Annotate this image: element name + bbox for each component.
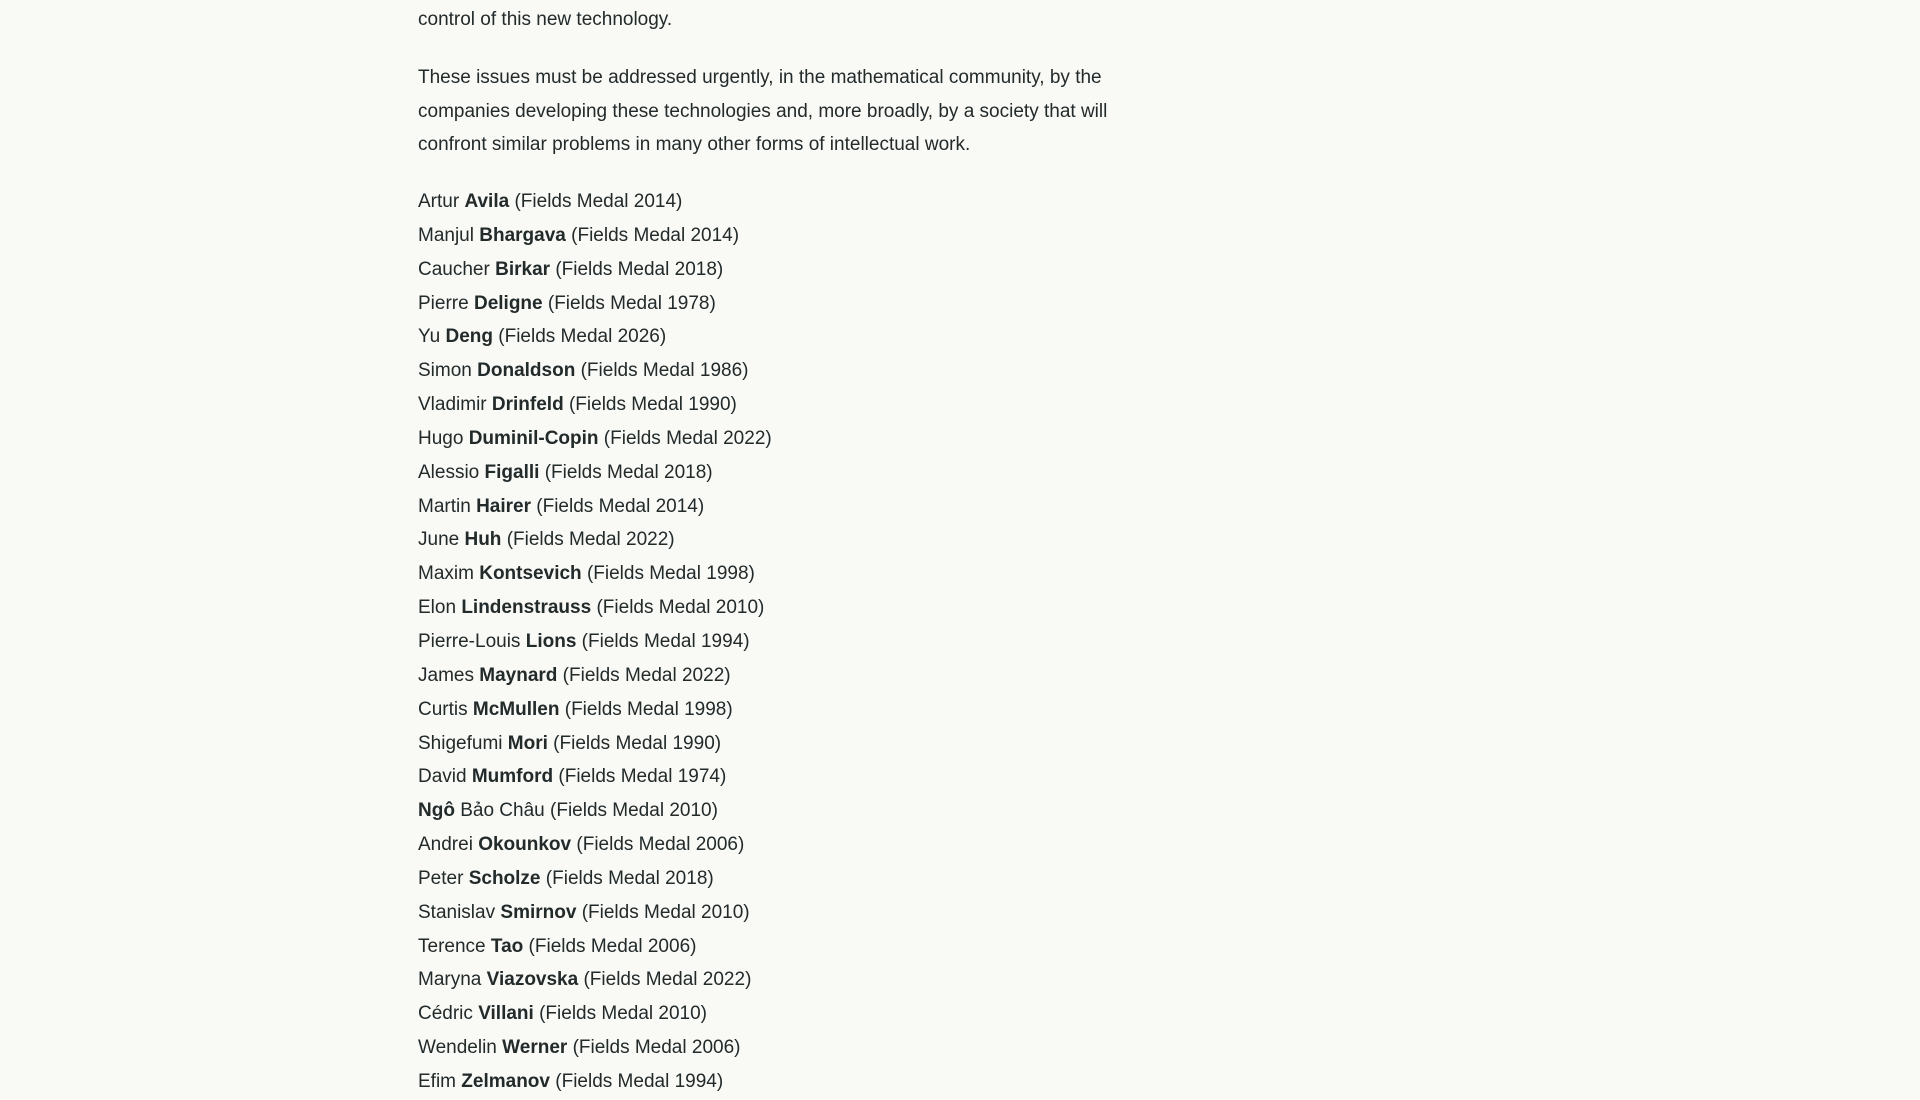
- signatory-medal: (Fields Medal 2014): [536, 495, 705, 517]
- signatory-medal: (Fields Medal 1978): [547, 292, 716, 314]
- signatory-last-name: Birkar: [495, 258, 551, 280]
- signatory-medal: (Fields Medal 1998): [586, 563, 755, 585]
- signatory-item: [418, 659, 772, 693]
- signatory-item: [418, 490, 772, 524]
- signatory-item: [418, 422, 772, 456]
- signatory-first-name: Elon: [418, 597, 457, 619]
- signatory-last-name: Maynard: [479, 664, 558, 686]
- signatory-item: [418, 219, 772, 253]
- signatory-last-name: Lions: [525, 630, 577, 652]
- signatory-medal: (Fields Medal 1994): [581, 630, 750, 652]
- signatory-medal: (Fields Medal 2022): [603, 427, 772, 449]
- signatory-medal: (Fields Medal 2026): [498, 326, 667, 348]
- signatory-first-name: Wendelin: [418, 1037, 497, 1059]
- signatory-first-name: Artur: [418, 191, 460, 212]
- previous-paragraph-tail: control of this new technology.: [418, 9, 673, 30]
- signatory-medal: (Fields Medal 2014): [571, 224, 740, 246]
- signatory-medal: Bảo Châu (Fields Medal 2010): [460, 800, 718, 822]
- signatory-medal: (Fields Medal 1990): [553, 732, 722, 754]
- signatory-last-name: Werner: [502, 1037, 568, 1059]
- signatory-item: [418, 896, 772, 930]
- signatory-item: [418, 1031, 772, 1065]
- signatory-first-name: Maryna: [418, 969, 482, 991]
- signatory-first-name: Peter: [418, 867, 464, 889]
- signatory-item: [418, 523, 772, 557]
- signatory-item: [418, 862, 772, 896]
- signatory-medal: (Fields Medal 2018): [544, 461, 713, 483]
- signatory-first-name: Alessio: [418, 461, 480, 483]
- signatory-last-name: Okounkov: [478, 834, 572, 856]
- signatory-item: [418, 388, 772, 422]
- signatory-first-name: Pierre: [418, 292, 469, 314]
- closing-paragraph: These issues must be addressed urgently, in the mathematical community, by the companies developing these technologies and, more broadly, by a society that will confront similar problems in many other forms of intellectual work.: [418, 67, 1108, 156]
- signatory-medal: (Fields Medal 2010): [596, 597, 765, 619]
- signatory-item: [418, 591, 772, 625]
- signatory-last-name: Deng: [445, 326, 493, 348]
- signatory-last-name: Figalli: [484, 461, 540, 483]
- signatory-last-name: Lindenstrauss: [461, 597, 592, 619]
- signatory-last-name: Mori: [507, 732, 548, 754]
- signatory-medal: (Fields Medal 2006): [576, 834, 745, 856]
- signatory-item: [418, 320, 772, 354]
- signatory-last-name: Drinfeld: [491, 394, 564, 416]
- signatory-last-name: Tao: [490, 935, 524, 957]
- signatory-item: [418, 930, 772, 964]
- signatory-medal: (Fields Medal 1994): [555, 1070, 724, 1092]
- signatory-item: [418, 963, 772, 997]
- signatory-item: [418, 1065, 772, 1099]
- signatory-medal: (Fields Medal 1990): [568, 394, 737, 416]
- signatory-item: [418, 287, 772, 321]
- signatory-first-name: Maxim: [418, 563, 474, 585]
- signatory-medal: (Fields Medal 2014): [514, 191, 683, 212]
- signatory-last-name: Deligne: [473, 292, 543, 314]
- signatory-first-name: Hugo: [418, 427, 464, 449]
- signatory-item: [418, 354, 772, 388]
- signatory-first-name: Yu: [418, 326, 441, 348]
- signatory-item: [418, 760, 772, 794]
- signatory-first-name: Curtis: [418, 698, 468, 720]
- signatory-medal: (Fields Medal 1974): [558, 766, 727, 788]
- signatory-last-name: Ngô: [418, 800, 455, 822]
- signatory-item: [418, 625, 772, 659]
- signatory-last-name: Mumford: [471, 766, 554, 788]
- signatory-item: [418, 185, 772, 219]
- signatory-item: [418, 997, 772, 1031]
- signatory-item: [418, 727, 772, 761]
- signatory-last-name: Smirnov: [500, 901, 577, 923]
- signatory-last-name: Donaldson: [477, 360, 576, 382]
- signatory-first-name: Andrei: [418, 834, 473, 856]
- signatory-last-name: Zelmanov: [461, 1070, 550, 1092]
- signatory-medal: (Fields Medal 2010): [539, 1003, 708, 1025]
- signatory-medal: (Fields Medal 1986): [580, 360, 749, 382]
- signatory-medal: (Fields Medal 2022): [562, 664, 731, 686]
- signatory-first-name: Pierre-Louis: [418, 630, 521, 652]
- signatory-first-name: Simon: [418, 360, 472, 382]
- signatory-last-name: Hairer: [476, 495, 531, 517]
- signatory-medal: (Fields Medal 2006): [572, 1037, 741, 1059]
- signatory-first-name: Manjul: [418, 224, 474, 246]
- signatory-last-name: Duminil-Copin: [468, 427, 599, 449]
- signatory-item: [418, 794, 772, 828]
- signatory-medal: (Fields Medal 2022): [506, 529, 675, 551]
- signatory-item: [418, 828, 772, 862]
- signatory-list: [418, 185, 772, 1099]
- signatory-first-name: Vladimir: [418, 394, 487, 416]
- signatory-last-name: Villani: [478, 1003, 534, 1025]
- signatory-first-name: Caucher: [418, 258, 490, 280]
- signatory-last-name: Huh: [464, 529, 502, 551]
- signatory-last-name: Viazovska: [486, 969, 579, 991]
- signatory-first-name: June: [418, 529, 460, 551]
- signatory-first-name: Shigefumi: [418, 732, 503, 754]
- signatory-first-name: Cédric: [418, 1003, 473, 1025]
- signatory-medal: (Fields Medal 2022): [583, 969, 752, 991]
- signatory-first-name: Martin: [418, 495, 471, 517]
- signatory-first-name: Stanislav: [418, 901, 496, 923]
- signatory-item: [418, 557, 772, 591]
- signatory-item: [418, 456, 772, 490]
- signatory-item: [418, 253, 772, 287]
- signatory-first-name: James: [418, 664, 474, 686]
- signatory-last-name: Kontsevich: [479, 563, 582, 585]
- signatory-last-name: Avila: [464, 191, 510, 212]
- signatory-first-name: Efim: [418, 1070, 456, 1092]
- signatory-first-name: David: [418, 766, 467, 788]
- signatory-last-name: Bhargava: [479, 224, 566, 246]
- signatory-medal: (Fields Medal 1998): [564, 698, 733, 720]
- signatory-last-name: McMullen: [472, 698, 560, 720]
- signatory-first-name: Terence: [418, 935, 486, 957]
- signatory-medal: (Fields Medal 2018): [545, 867, 714, 889]
- signatory-item: [418, 693, 772, 727]
- signatory-medal: (Fields Medal 2006): [528, 935, 697, 957]
- signatory-medal: (Fields Medal 2018): [555, 258, 724, 280]
- signatory-last-name: Scholze: [468, 867, 541, 889]
- signatory-medal: (Fields Medal 2010): [581, 901, 750, 923]
